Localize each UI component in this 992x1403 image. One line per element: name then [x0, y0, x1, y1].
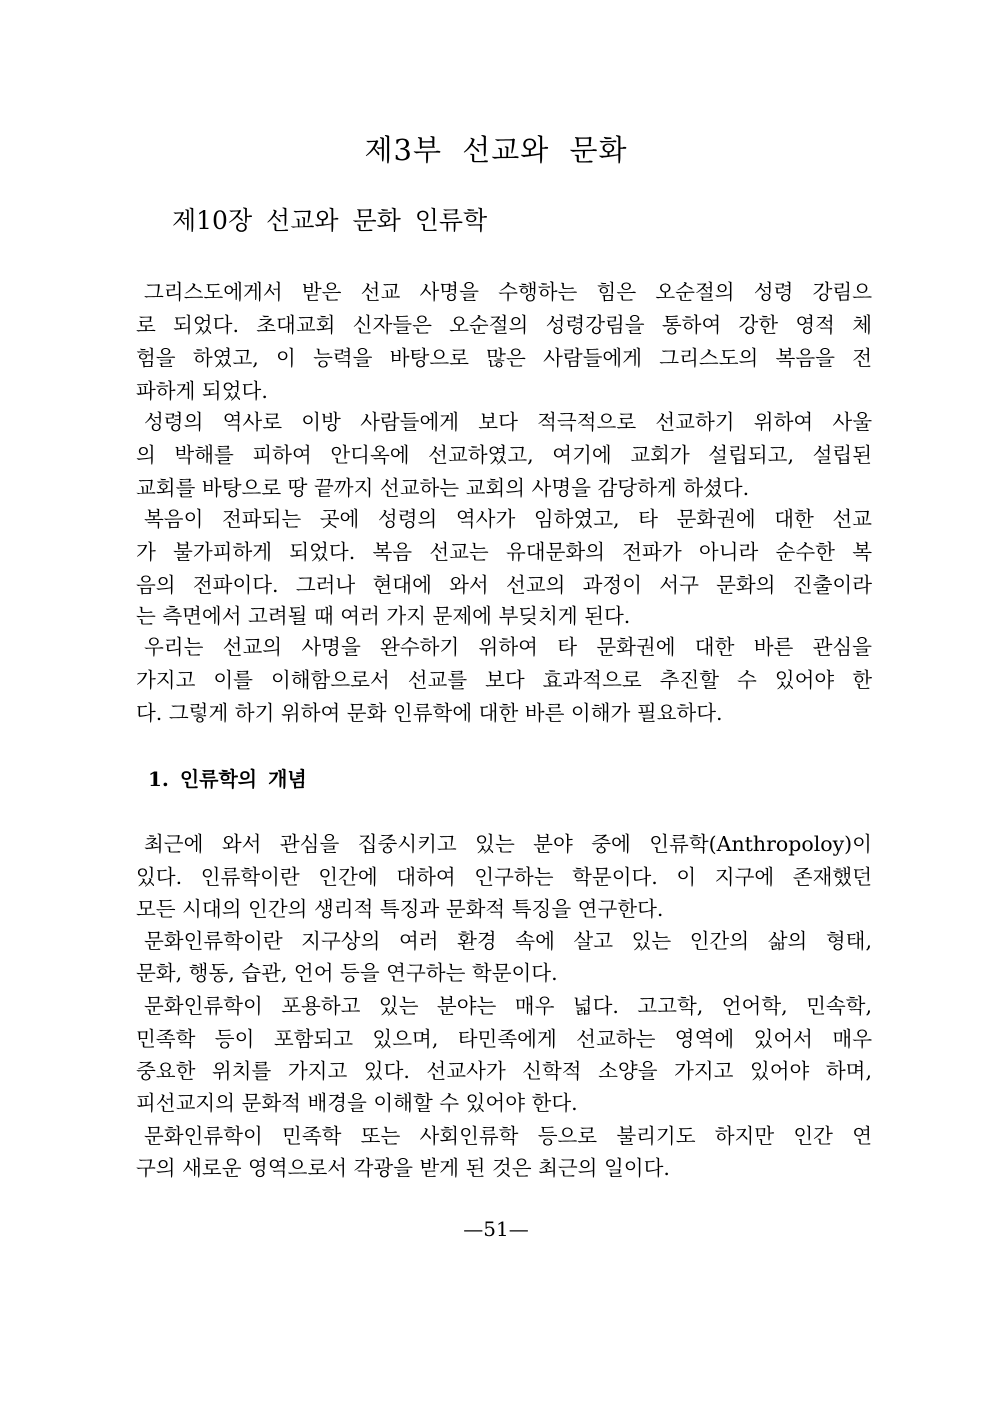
text-line: 다. 그렇게 하기 위하여 문화 인류학에 대한 바른 이해가 필요하다.: [136, 701, 723, 725]
text-line: 민족학 등이 포함되고 있으며, 타민족에게 선교하는 영역에 있어서 매우: [136, 1027, 872, 1051]
text-line: 우리는 선교의 사명을 완수하기 위하여 타 문화권에 대한 바른 관심을: [144, 635, 872, 659]
text-line: 복음이 전파되는 곳에 성령의 역사가 임하였고, 타 문화권에 대한 선교: [144, 507, 872, 531]
text-line: 가지고 이를 이해함으로서 선교를 보다 효과적으로 추진할 수 있어야 한: [136, 668, 872, 692]
text-line: 파하게 되었다.: [136, 379, 268, 403]
text-line: 는 측면에서 고려될 때 여러 가지 문제에 부딪치게 된다.: [136, 604, 631, 628]
text-line: 최근에 와서 관심을 집중시키고 있는 분야 중에 인류학(Anthropoloy)이: [144, 832, 872, 856]
text-line: 모든 시대의 인간의 생리적 특징과 문화적 특징을 연구한다.: [136, 897, 664, 921]
text-line: 험을 하였고, 이 능력을 바탕으로 많은 사람들에게 그리스도의 복음을 전: [136, 346, 872, 370]
text-line: 음의 전파이다. 그러나 현대에 와서 선교의 과정이 서구 문화의 진출이라: [136, 573, 872, 597]
text-line: 문화인류학이 민족학 또는 사회인류학 등으로 불리기도 하지만 인간 연: [144, 1124, 872, 1148]
part-title: 제3부 선교와 문화: [364, 133, 628, 167]
page-number: —51—: [463, 1217, 529, 1241]
text-line: 문화인류학이란 지구상의 여러 환경 속에 살고 있는 인간의 삶의 형태,: [144, 929, 872, 953]
text-line: 문화인류학이 포용하고 있는 분야는 매우 넓다. 고고학, 언어학, 민속학,: [144, 994, 872, 1018]
text-line: 구의 새로운 영역으로서 각광을 받게 된 것은 최근의 일이다.: [136, 1156, 670, 1180]
text-line: 있다. 인류학이란 인간에 대하여 인구하는 학문이다. 이 지구에 존재했던: [136, 865, 872, 889]
text-line: 중요한 위치를 가지고 있다. 선교사가 신학적 소양을 가지고 있어야 하며,: [136, 1059, 872, 1083]
text-line: 피선교지의 문화적 배경을 이해할 수 있어야 한다.: [136, 1091, 578, 1115]
text-line: 문화, 행동, 습관, 언어 등을 연구하는 학문이다.: [136, 961, 558, 985]
chapter-title: 제10장 선교와 문화 인류학: [172, 206, 488, 235]
text-line: 성령의 역사로 이방 사람들에게 보다 적극적으로 선교하기 위하여 사울: [144, 410, 872, 434]
text-line: 의 박해를 피하여 안디옥에 선교하였고, 여기에 교회가 설립되고, 설립된: [136, 443, 872, 467]
text-line: 그리스도에게서 받은 선교 사명을 수행하는 힘은 오순절의 성령 강림으: [144, 280, 872, 304]
text-line: 로 되었다. 초대교회 신자들은 오순절의 성령강림을 통하여 강한 영적 체: [136, 313, 872, 337]
text-line: 교회를 바탕으로 땅 끝까지 선교하는 교회의 사명을 감당하게 하셨다.: [136, 476, 750, 500]
section-title: 1. 인류학의 개념: [148, 767, 307, 791]
text-line: 가 불가피하게 되었다. 복음 선교는 유대문화의 전파가 아니라 순수한 복: [136, 540, 872, 564]
